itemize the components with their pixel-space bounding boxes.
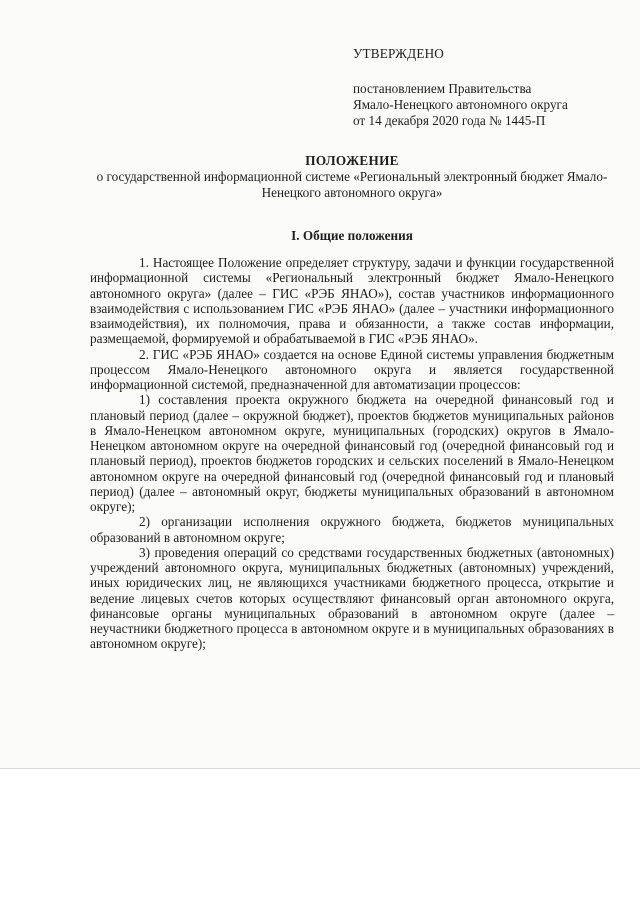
paragraph: 3) проведения операций со средствами государственных бюджетных (автономных) учреждений автономного округа, муниципальных бюджетных (автономных) учреждений, иных юридических лиц, не являющихся участниками бюджетного процесса, открытие и ведение лицевых счетов которых осуществляют финансовый орган автономного округа, финансовые органы муниципальных образований в автономном округе (далее – неучастники бюджетного процесса в автономном округе и в муниципальных образованиях в автономном округе); [90,544,614,652]
document-title: ПОЛОЖЕНИЕ [305,153,399,168]
paragraph: 2) организации исполнения окружного бюджета, бюджетов муниципальных образований в автономном округе; [90,514,614,545]
approval-stamp [353,46,623,129]
paragraph: 1. Настоящее Положение определяет структуру, задачи и функции государственной информационной системы «Региональный электронный бюджет Ямало-Ненецкого автономного округа» (далее – ГИС «РЭБ ЯНАО»), состав участников информационного взаимодействия с использованием ГИС «РЭБ ЯНАО» (далее – участники информационного взаимодействия), их полномочия, права и обязанности, а также состав информации, размещаемой, формируемой и обрабатываемой в ГИС «РЭБ ЯНАО». [90,255,614,347]
approval-title: УТВЕРЖДЕНО [353,46,445,61]
document-body [90,255,614,652]
approval-line: постановлением Правительства [353,81,532,96]
approval-line: Ямало-Ненецкого автономного округа [353,97,568,112]
paragraph: 2. ГИС «РЭБ ЯНАО» создается на основе Единой системы управления бюджетным процессом Ямало-Ненецкого автономного округа и является государственной информационной системой, предназначенной для автоматизации процессов: [90,346,614,392]
document-subtitle: о государственной информационной системе «Региональный электронный бюджет Ямало-Ненецкого автономного округа» [96,169,608,200]
approval-line: от 14 декабря 2020 года № 1445-П [353,113,546,128]
section-heading: I. Общие положения [291,228,413,243]
document-header [90,153,614,201]
paragraph: 1) составления проекта окружного бюджета на очередной финансовый год и плановый период (далее – окружной бюджет), проектов бюджетов муниципальных районов в Ямало-Ненецком автономном округе, муниципальных (городских) округов в Ямало-Ненецком автономном округе на очередной финансовый год (очередной финансовый год и плановый период), проектов бюджетов городских и сельских поселений в Ямало-Ненецком автономном округе на очередной финансовый год (очередной финансовый год и плановый период) (далее – автономный округ, бюджеты муниципальных образований в автономном округе); [90,392,614,514]
